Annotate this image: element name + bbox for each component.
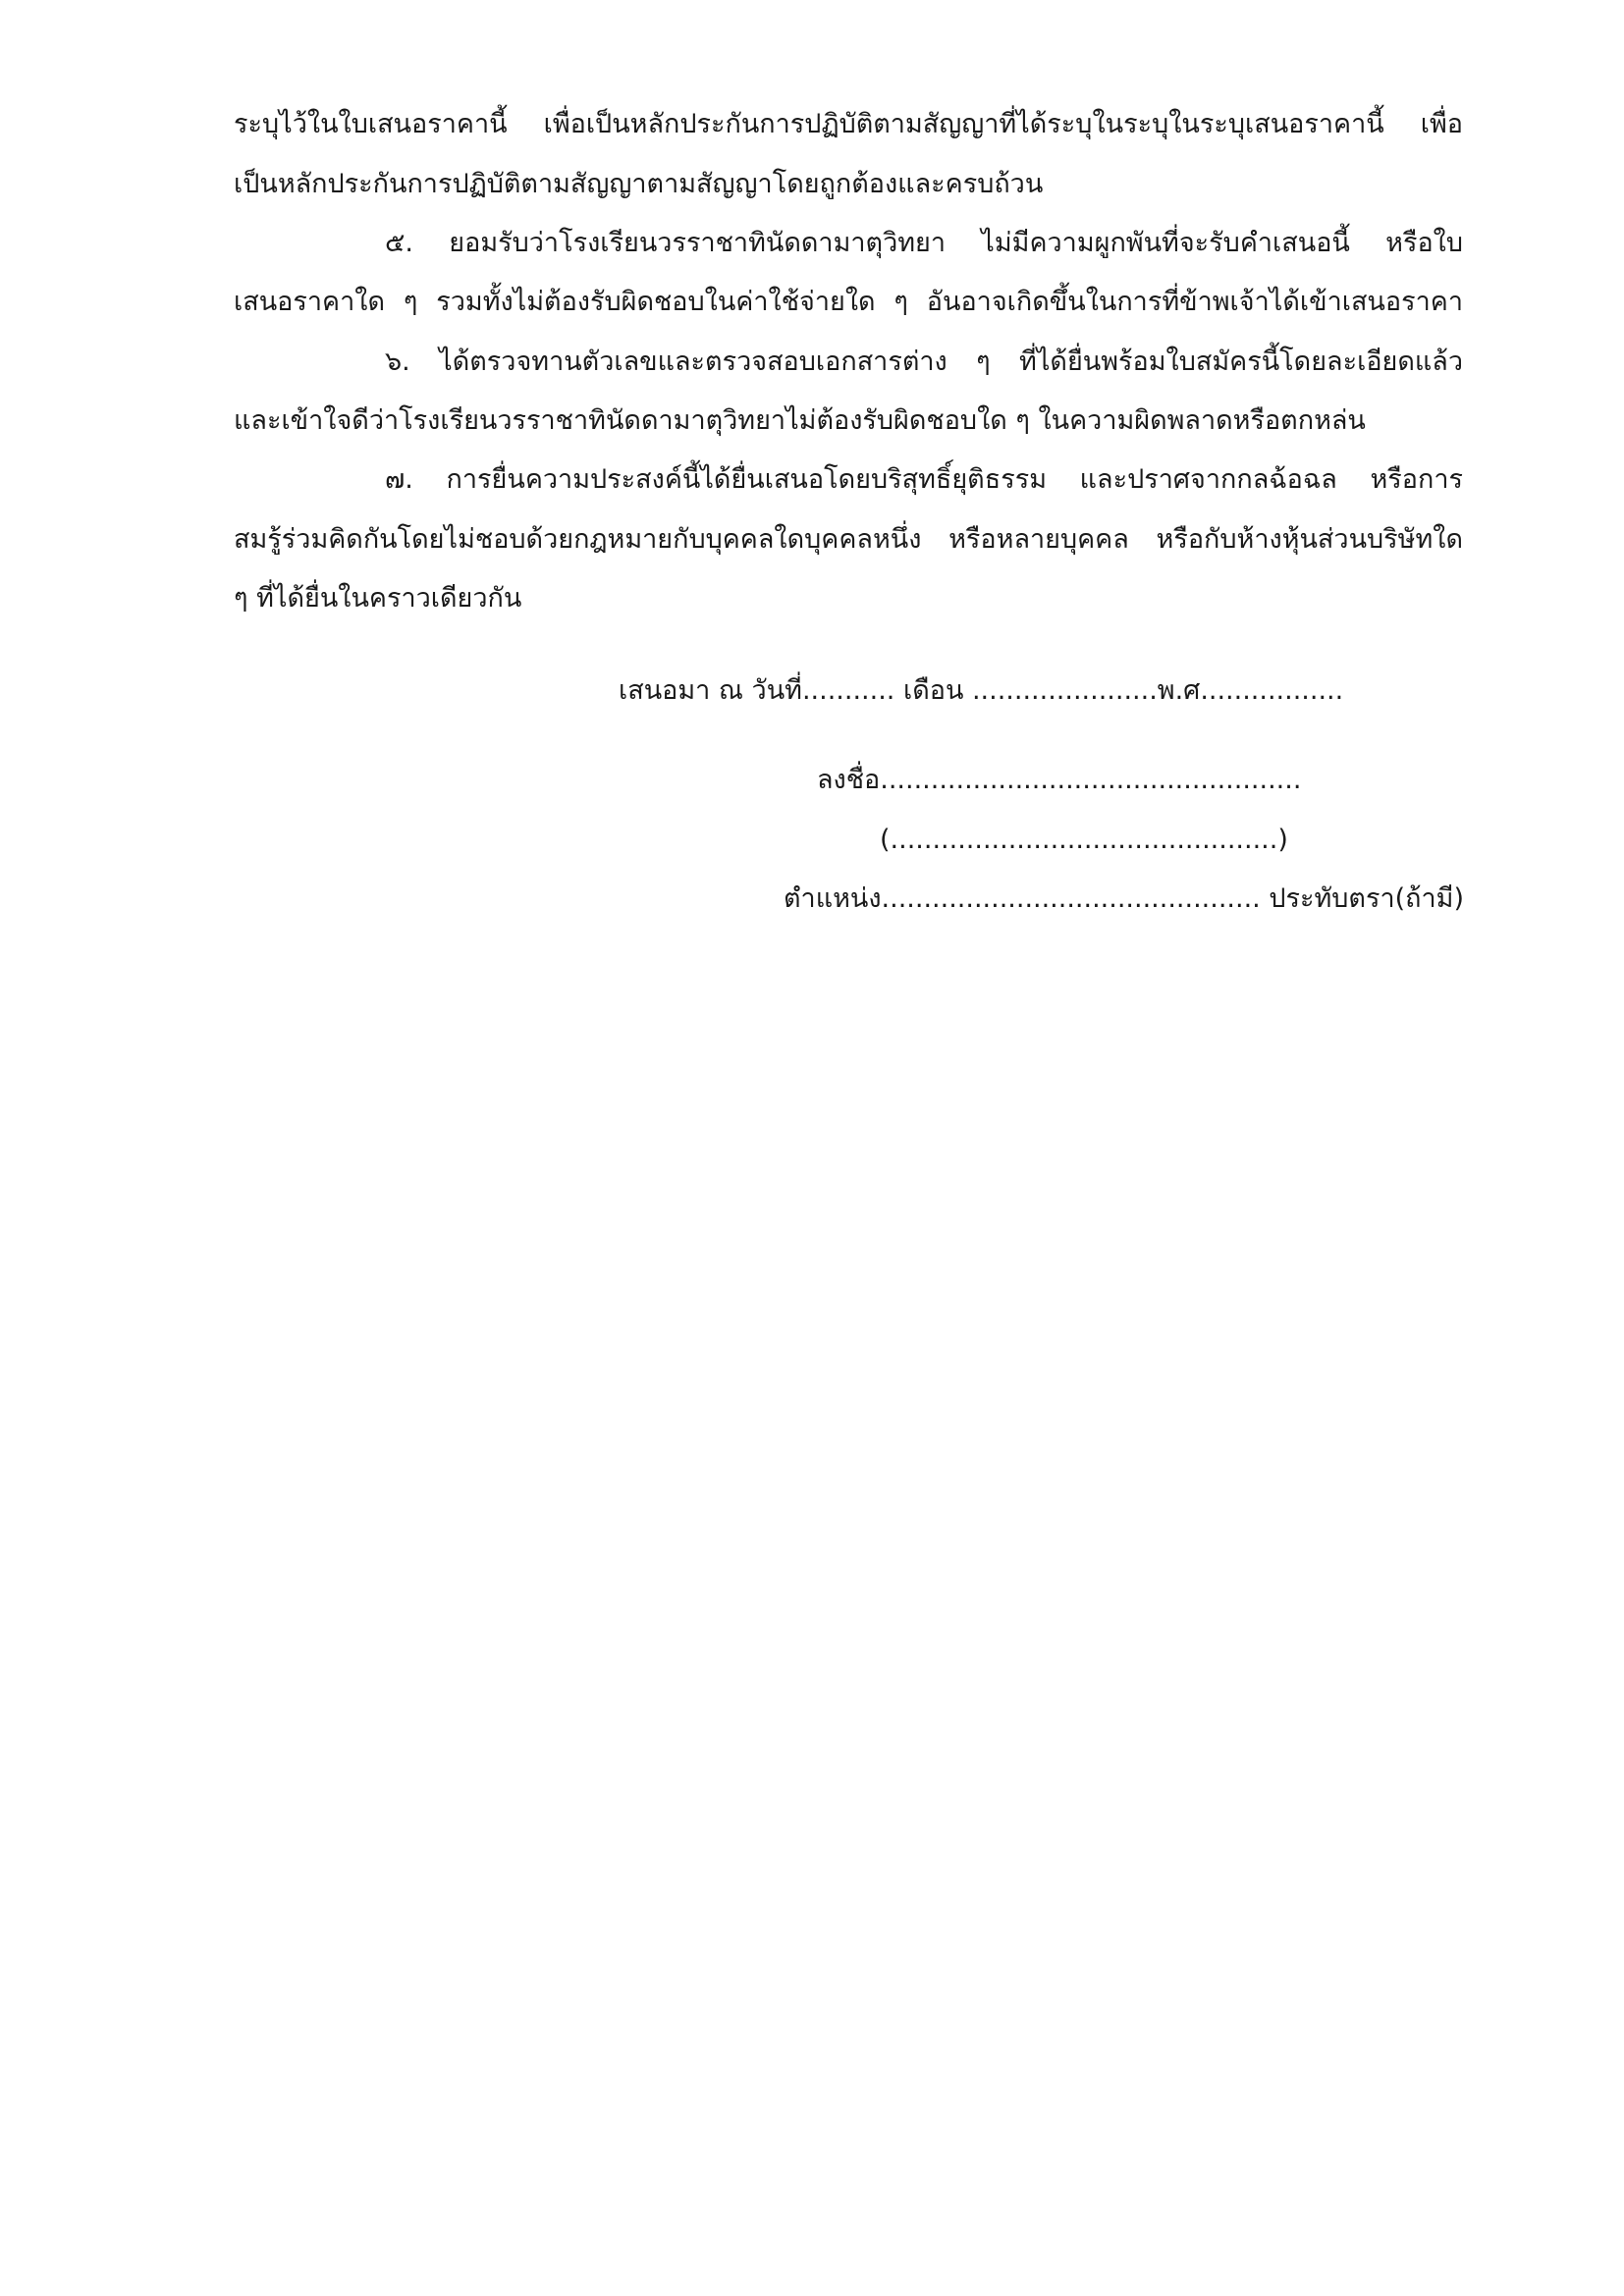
signature-position-line: ตำแหน่ง............................................. ประทับตรา(ถ้ามี): [784, 883, 1464, 914]
clause-7-line-2: สมรู้ร่วมคิดกันโดยไม่ชอบด้วยกฎหมายกับบุคคลใดบุคคลหนึ่ง หรือหลายบุคคล หรือกับห้างหุ้นส่วนบริษัทใด: [234, 524, 1463, 555]
clause-5-line-2: เสนอราคาใด ๆ รวมทั้งไม่ต้องรับผิดชอบในค่าใช้จ่ายใด ๆ อันอาจเกิดขึ้นในการที่ข้าพเจ้าได้เข้าเสนอราคา: [234, 287, 1463, 317]
clause-7-line-1: ๗. การยื่นความประสงค์นี้ได้ยื่นเสนอโดยบริสุทธิ์ยุติธรรม และปราศจากกลฉ้อฉล หรือการ: [385, 464, 1463, 495]
body-line-1: ระบุไว้ในใบเสนอราคานี้ เพื่อเป็นหลักประกันการปฏิบัติตามสัญญาที่ได้ระบุในระบุในระบุเสนอราคานี้ เพื่อ: [234, 109, 1463, 139]
signature-sign-line: ลงชื่อ..................................................: [817, 765, 1302, 795]
clause-6-line-1: ๖. ได้ตรวจทานตัวเลขและตรวจสอบเอกสารต่าง ๆ ที่ได้ยื่นพร้อมใบสมัครนี้โดยละเอียดแล้ว: [385, 347, 1463, 377]
signature-date-line: เสนอมา ณ วันที่........... เดือน ......................พ.ศ.................: [619, 675, 1344, 706]
clause-7-line-3: ๆ ที่ได้ยื่นในคราวเดียวกัน: [234, 583, 522, 614]
body-line-2: เป็นหลักประกันการปฏิบัติตามสัญญาตามสัญญาโดยถูกต้องและครบถ้วน: [234, 169, 1044, 199]
clause-5-line-1: ๕. ยอมรับว่าโรงเรียนวรราชาทินัดดามาตุวิทยา ไม่มีความผูกพันที่จะรับคำเสนอนี้ หรือใบ: [385, 228, 1463, 258]
clause-6-line-2: และเข้าใจดีว่าโรงเรียนวรราชาทินัดดามาตุวิทยาไม่ต้องรับผิดชอบใด ๆ ในความผิดพลาดหรือตกหล่น: [234, 405, 1366, 436]
signature-name-line: (..............................................): [880, 825, 1288, 855]
